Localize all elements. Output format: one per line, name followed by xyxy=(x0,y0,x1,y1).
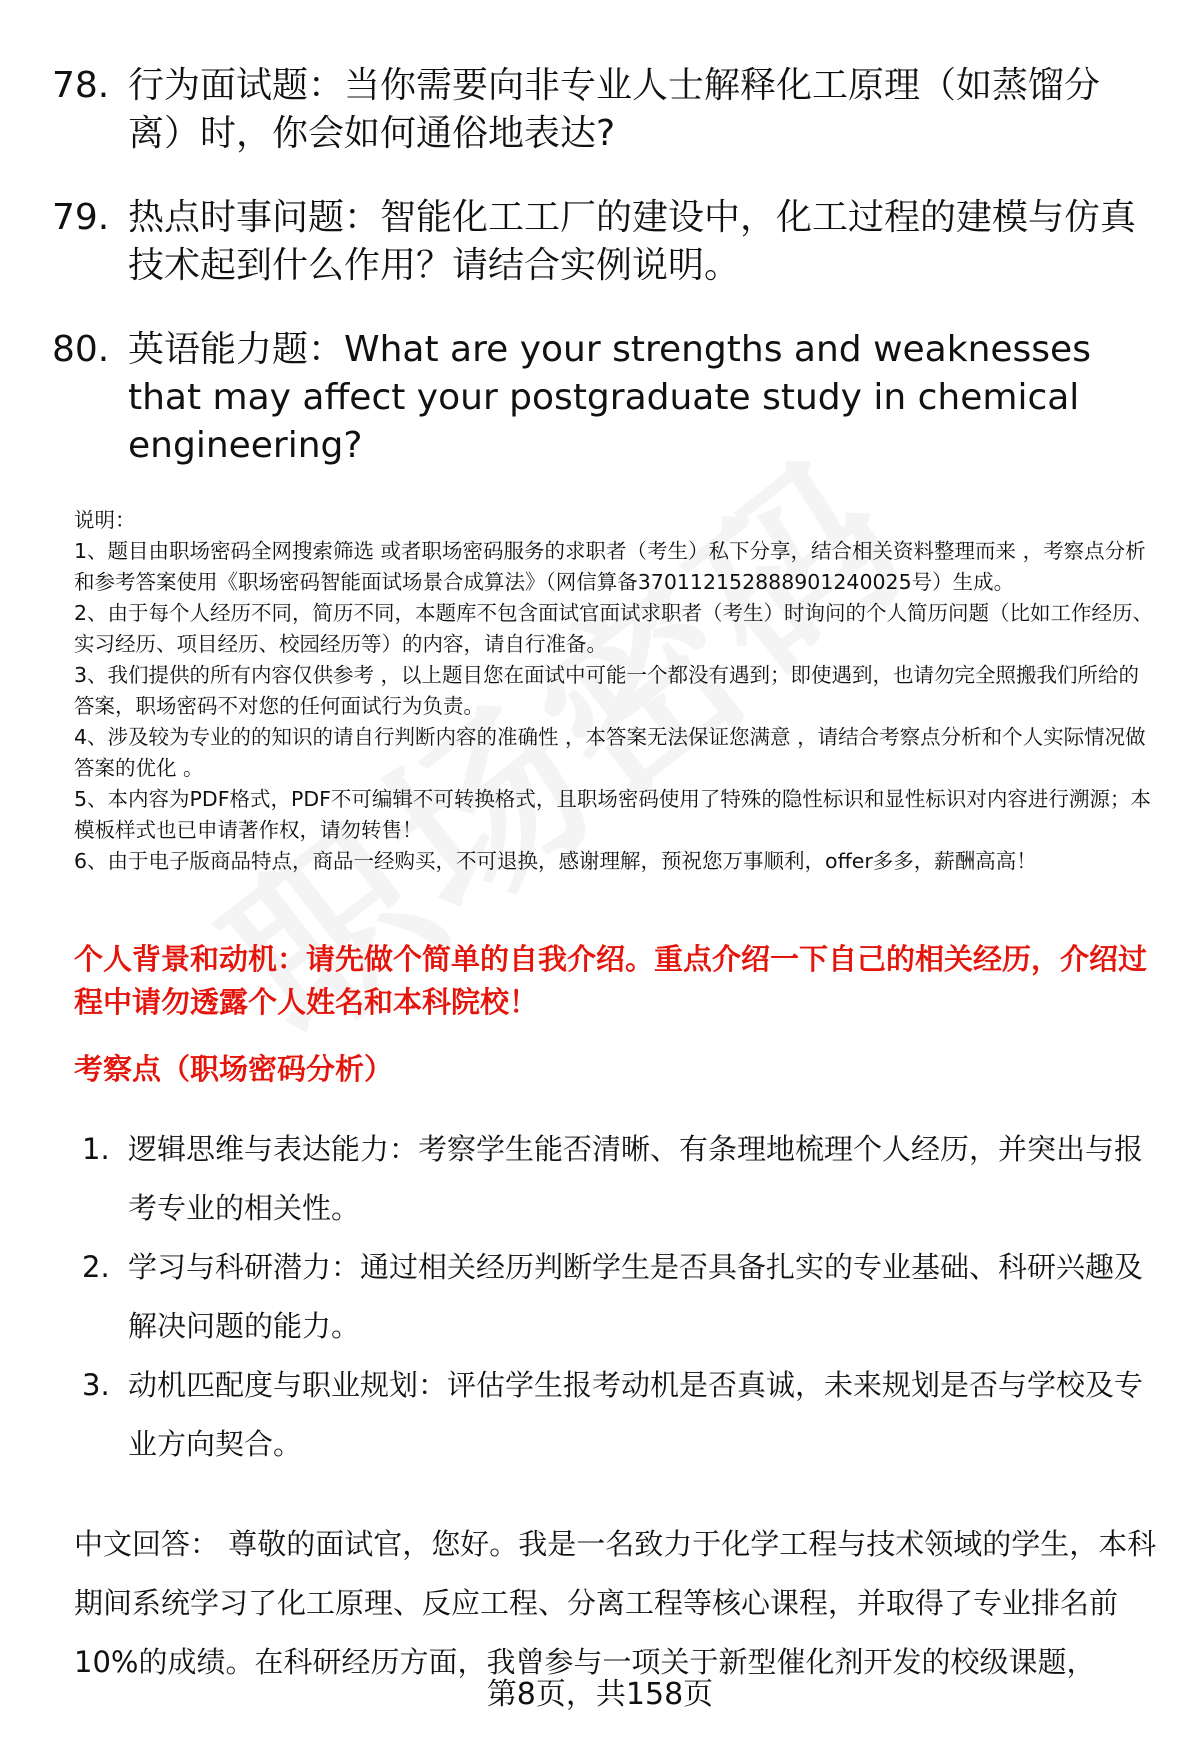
assessment-point xyxy=(82,1356,1162,1474)
note-item: 6、由于电子版商品特点，商品一经购买，不可退换，感谢理解，预祝您万事顺利，offer多多，薪酬高高！ xyxy=(74,849,1037,873)
note-item: 3、我们提供的所有内容仅供参考 ，以上题目您在面试中可能一个都没有遇到；即使遇到，也请勿完全照搬我们所给的答案，职场密码不对您的任何面试行为负责。 xyxy=(74,663,1140,718)
point-number: 2. xyxy=(82,1250,110,1284)
note-item: 5、本内容为PDF格式，PDF不可编辑不可转换格式，且职场密码使用了特殊的隐性标识和显性标识对内容进行溯源；本模板样式也已申请著作权，请勿转售！ xyxy=(74,787,1151,842)
question-number: 78. xyxy=(52,65,110,106)
question-number: 79. xyxy=(52,197,110,238)
assessment-point xyxy=(82,1238,1162,1356)
point-number: 1. xyxy=(82,1132,110,1166)
question-number: 80. xyxy=(52,329,110,370)
question-item xyxy=(52,326,1152,470)
question-text: 热点时事问题：智能化工工厂的建设中，化工过程的建模与仿真技术起到什么作用？请结合实例说明。 xyxy=(128,197,1137,286)
question-item xyxy=(52,194,1152,290)
point-text: 学习与科研潜力：通过相关经历判断学生是否具备扎实的专业基础、科研兴趣及解决问题的能力。 xyxy=(128,1250,1144,1343)
note-item: 2、由于每个人经历不同，简历不同，本题库不包含面试官面试求职者（考生）时询问的个人简历问题（比如工作经历、实习经历、项目经历、校园经历等）的内容，请自行准备。 xyxy=(74,601,1154,656)
notes-block xyxy=(74,505,1159,877)
question-text: 行为面试题：当你需要向非专业人士解释化工原理（如蒸馏分离）时，你会如何通俗地表达? xyxy=(128,65,1101,154)
question-list xyxy=(52,62,1152,506)
note-item: 1、题目由职场密码全网搜索筛选 或者职场密码服务的求职者（考生）私下分享，结合相关资料整理而来 ，考察点分析和参考答案使用《职场密码智能面试场景合成算法》（网信算备370112152888901240025号）生成。 xyxy=(74,539,1146,594)
point-text: 动机匹配度与职业规划：评估学生报考动机是否真诚，未来规划是否与学校及专业方向契合。 xyxy=(128,1368,1144,1461)
question-item xyxy=(52,62,1152,158)
section-subheading: 考察点（职场密码分析） xyxy=(74,1052,394,1086)
point-text: 逻辑思维与表达能力：考察学生能否清晰、有条理地梳理个人经历，并突出与报考专业的相关性。 xyxy=(128,1132,1144,1225)
point-number: 3. xyxy=(82,1368,110,1402)
note-item: 4、涉及较为专业的的知识的请自行判断内容的准确性 ，本答案无法保证您满意 ，请结合考察点分析和个人实际情况做答案的优化 。 xyxy=(74,725,1146,780)
question-text: 英语能力题：What are your strengths and weaknesses that may affect your postgraduate study in chemical engineering? xyxy=(128,329,1091,466)
assessment-point xyxy=(82,1120,1162,1238)
assessment-points xyxy=(82,1120,1162,1474)
chinese-answer: 中文回答： 尊敬的面试官，您好。我是一名致力于化学工程与技术领域的学生，本科期间系统学习了化工原理、反应工程、分离工程等核心课程，并取得了专业排名前10%的成绩。在科研经历方面，我曾参与一项关于新型催化剂开发的校级课题， xyxy=(74,1527,1157,1679)
notes-title: 说明： xyxy=(74,508,136,532)
section-heading: 个人背景和动机：请先做个简单的自我介绍。重点介绍一下自己的相关经历，介绍过程中请勿透露个人姓名和本科院校！ xyxy=(74,942,1148,1019)
page-number: 第8页，共158页 xyxy=(486,1677,714,1712)
